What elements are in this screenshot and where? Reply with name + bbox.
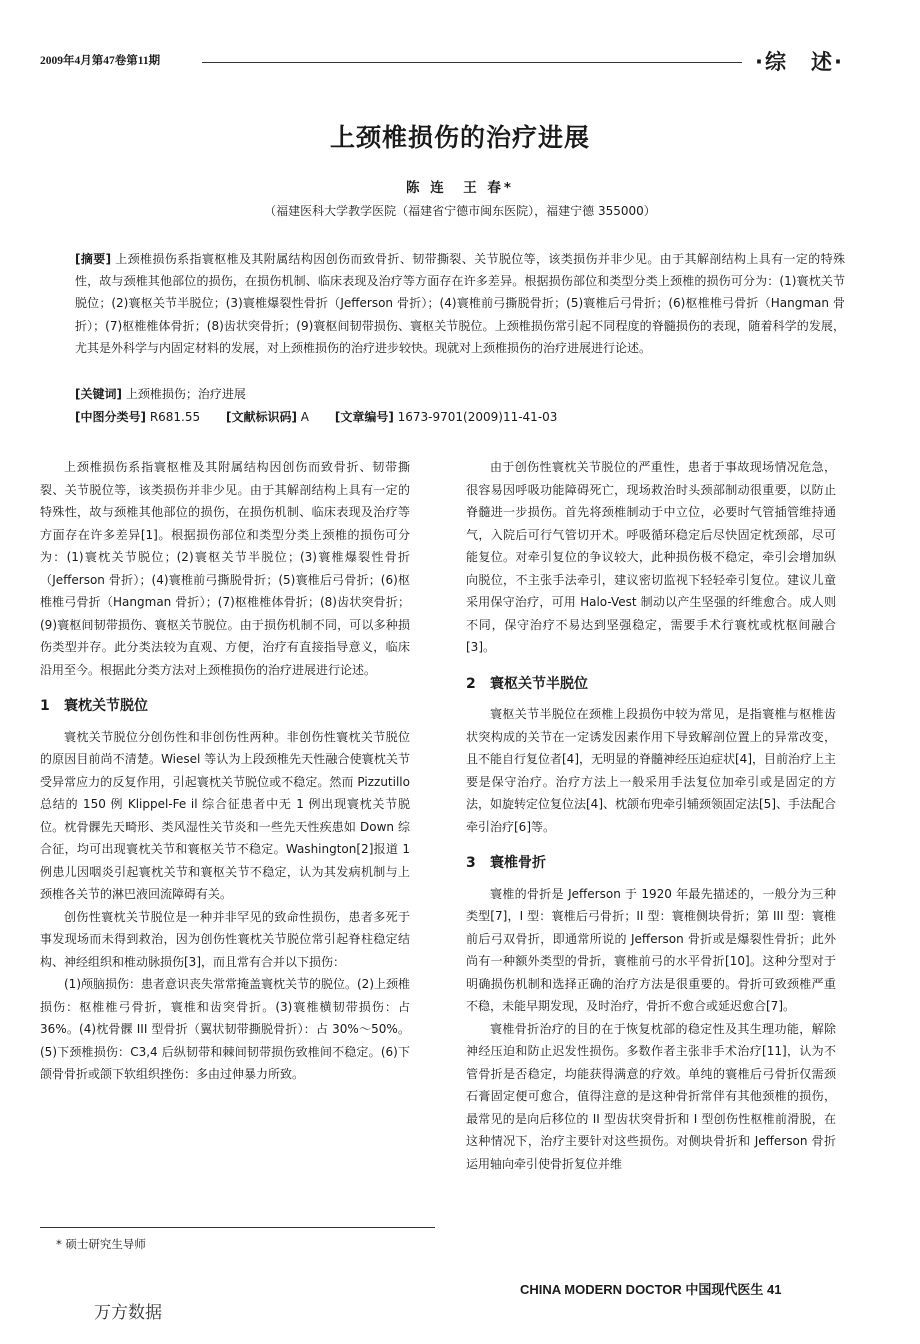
abstract bbox=[75, 248, 845, 359]
section-1-heading bbox=[40, 695, 410, 718]
section-1-paragraph-1: 寰枕关节脱位分创伤性和非创伤性两种。非创伤性寰枕关节脱位的原因目前尚不清楚。Wiesel 等认为上段颈椎先天性融合使寰枕关节受异常应力的反复作用，引起寰枕关节脱位或不稳定。然而 Pizzutillo 总结的 150 例 Klippel-Fe il 综合征患者中无 1 例出现寰枕关节脱位。枕骨髁先天畸形、类风湿性关节炎和一些先天性疾患如 Down 综合征，均可出现寰枕关节和寰枢关节不稳定。Washington[2]报道 1 例患儿因咽炎引起寰枕关节和寰枢关节不稳定，认为其发病机制与上颈椎各关节的淋巴液回流障碍有关。 bbox=[40, 729, 410, 901]
watermark: 万方数据 bbox=[94, 1303, 162, 1323]
journal-footer: CHINA MODERN DOCTOR 中国现代医生 41 bbox=[520, 1282, 782, 1297]
classification-line bbox=[75, 408, 855, 425]
article-no-label: [文章编号] bbox=[334, 410, 394, 424]
article-title: 上颈椎损伤的治疗进展 bbox=[329, 123, 590, 152]
keywords-label: [关键词] bbox=[75, 387, 122, 401]
authors: 陈 连 王 春* bbox=[406, 180, 514, 196]
doc-code-label: [文献标识码] bbox=[225, 410, 297, 424]
section-3-paragraph-2: 寰椎骨折治疗的目的在于恢复枕部的稳定性及其生理功能，解除神经压迫和防止迟发性损伤。多数作者主张非手术治疗[11]，认为不管骨折是否稳定，均能获得满意的疗效。单纯的寰椎后弓骨折仅需颈石膏固定便可愈合，值得注意的是这种骨折常伴有其他颈椎的损伤，最常见的是向后移位的 II 型齿状突骨折和 I 型创伤性枢椎前滑脱，在这种情况下，治疗主要针对这些损伤。对侧块骨折和 Jefferson 骨折运用轴向牵引使骨折复位并维 bbox=[466, 1021, 836, 1171]
section-2-title: 寰枢关节半脱位 bbox=[490, 675, 588, 692]
right-column bbox=[466, 456, 836, 1175]
section-3-title: 寰椎骨折 bbox=[490, 855, 546, 871]
section-2-paragraph-1: 寰枢关节半脱位在颈椎上段损伤中较为常见，是指寰椎与枢椎齿状突构成的关节在一定诱发因素作用下导致解剖位置上的异常改变，且不能自行复位者[4]，无明显的脊髓神经压迫症状[4]，目前治疗上主要是保守治疗。治疗方法上一般采用手法复位加牵引或是固定的方法，如旋转定位复位法[4]、枕颌布兜牵引辅颈领固定法[5]、手法配合牵引治疗[6]等。 bbox=[466, 707, 836, 834]
abstract-label: [摘要] bbox=[75, 252, 112, 266]
section-1-paragraph-4: 由于创伤性寰枕关节脱位的严重性，患者于事故现场情况危急，很容易因呼吸功能障碍死亡，现场救治时头颈部制动很重要，以防止脊髓进一步损伤。首先将颈椎制动于中立位，必要时气管插管维持通气，入院后可行气管切开术。呼吸循环稳定后尽快固定枕颈部，尽可能复位。对牵引复位的争议较大，此种损伤极不稳定，牵引会增加纵向脱位，不主张手法牵引，建议密切监视下轻轻牵引复位。建议儿童采用保守治疗，可用 Halo-Vest 制动以产生坚强的纤维愈合。成人则不同，保守治疗不易达到坚强稳定，需要手术行寰枕或枕枢间融合[3]。 bbox=[466, 460, 836, 654]
section-3-heading bbox=[466, 852, 836, 875]
section-1-title: 寰枕关节脱位 bbox=[64, 698, 148, 714]
column-tag: ·综 述· bbox=[755, 50, 844, 74]
header-rule bbox=[202, 62, 742, 63]
left-column bbox=[40, 456, 410, 1086]
doc-code-value: A bbox=[300, 410, 309, 424]
keywords-text: 上颈椎损伤；治疗进展 bbox=[125, 387, 246, 401]
clc-value: R681.55 bbox=[149, 410, 201, 424]
abstract-text: 上颈椎损伤系指寰枢椎及其附属结构因创伤而致骨折、韧带撕裂、关节脱位等，该类损伤并非少见。由于其解剖结构上具有一定的特殊性，故与颈椎其他部位的损伤，在损伤机制、临床表现及治疗等方面存在许多差异。根据损伤部位和类型分类上颈椎的损伤可分为：(1)寰枕关节脱位；(2)寰枢关节半脱位；(3)寰椎爆裂性骨折（Jefferson 骨折）；(4)寰椎前弓撕脱骨折；(5)寰椎后弓骨折；(6)枢椎椎弓骨折（Hangman 骨折）；(7)枢椎椎体骨折；(8)齿状突骨折；(9)寰枢间韧带损伤、寰枢关节脱位。上颈椎损伤常引起不同程度的脊髓损伤的表现，随着科学的发展，尤其是外科学与内固定材料的发展，对上颈椎损伤的治疗进步较快。现就对上颈椎损伤的治疗进展进行论述。 bbox=[75, 252, 845, 355]
keywords bbox=[75, 385, 845, 402]
section-3-paragraph-1: 寰椎的骨折是 Jefferson 于 1920 年最先描述的，一般分为三种类型[7]，I 型：寰椎后弓骨折；II 型：寰椎侧块骨折；第 III 型：寰椎前后弓双骨折，即通常所说的 Jefferson 骨折或是爆裂性骨折；此外尚有一种额外类型的骨折，寰椎前弓的水平骨折[10]。这种分型对于明确损伤机制和选择正确的治疗方法是很重要的。骨折可致颈椎严重不稳，未能早期发现，及时治疗，骨折不愈合或延迟愈合[7]。 bbox=[466, 886, 836, 1013]
clc-label: [中图分类号] bbox=[75, 410, 146, 424]
footnote-rule bbox=[40, 1227, 435, 1228]
issue-info: 2009年4月第47卷第11期 bbox=[40, 55, 161, 67]
affiliation: （福建医科大学教学医院（福建省宁德市闽东医院），福建宁德 355000） bbox=[264, 204, 656, 218]
section-1-paragraph-3: (1)颅脑损伤：患者意识丧失常常掩盖寰枕关节的脱位。(2)上颈椎损伤：枢椎椎弓骨折，寰椎和齿突骨折。(3)寰椎横韧带损伤：占 36%。(4)枕骨髁 III 型骨折（翼状韧带撕脱骨折）：占 30%～50%。(5)下颈椎损伤：C3,4 后纵韧带和棘间韧带损伤致椎间不稳定。(6)下颌骨骨折或颌下软组织挫伤：多由过伸暴力所致。 bbox=[40, 977, 410, 1081]
article-no-value: 1673-9701(2009)11-41-03 bbox=[397, 410, 558, 424]
intro-paragraph: 上颈椎损伤系指寰枢椎及其附属结构因创伤而致骨折、韧带撕裂、关节脱位等，该类损伤并非少见。由于其解剖结构上具有一定的特殊性，故与颈椎其他部位的损伤，在损伤机制、临床表现及治疗等方面存在许多差异[1]。根据损伤部位和类型分类上颈椎的损伤可分为：(1)寰枕关节脱位；(2)寰枢关节半脱位；(3)寰椎爆裂性骨折（Jefferson 骨折）；(4)寰椎前弓撕脱骨折；(5)寰椎后弓骨折；(6)枢椎椎弓骨折（Hangman 骨折）；(7)枢椎椎体骨折；(8)齿状突骨折；(9)寰枢间韧带损伤、寰枢关节脱位。由于损伤机制不同，可以多种损伤类型并存。此分类法较为直观、方便，治疗有直接指导意义，临床沿用至今。根据此分类方法对上颈椎损伤的治疗进展进行论述。 bbox=[40, 460, 410, 677]
section-1-paragraph-2: 创伤性寰枕关节脱位是一种并非罕见的致命性损伤，患者多死于事发现场而未得到救治，因为创伤性寰枕关节脱位常引起脊柱稳定结构、神经组织和椎动脉损伤[3]，而且常有合并以下损伤： bbox=[40, 909, 410, 969]
section-1-number: 1 bbox=[40, 698, 50, 714]
footnote: * 硕士研究生导师 bbox=[56, 1237, 146, 1251]
section-3-number: 3 bbox=[466, 855, 476, 871]
section-2-heading bbox=[466, 673, 836, 696]
section-2-number: 2 bbox=[466, 675, 476, 692]
